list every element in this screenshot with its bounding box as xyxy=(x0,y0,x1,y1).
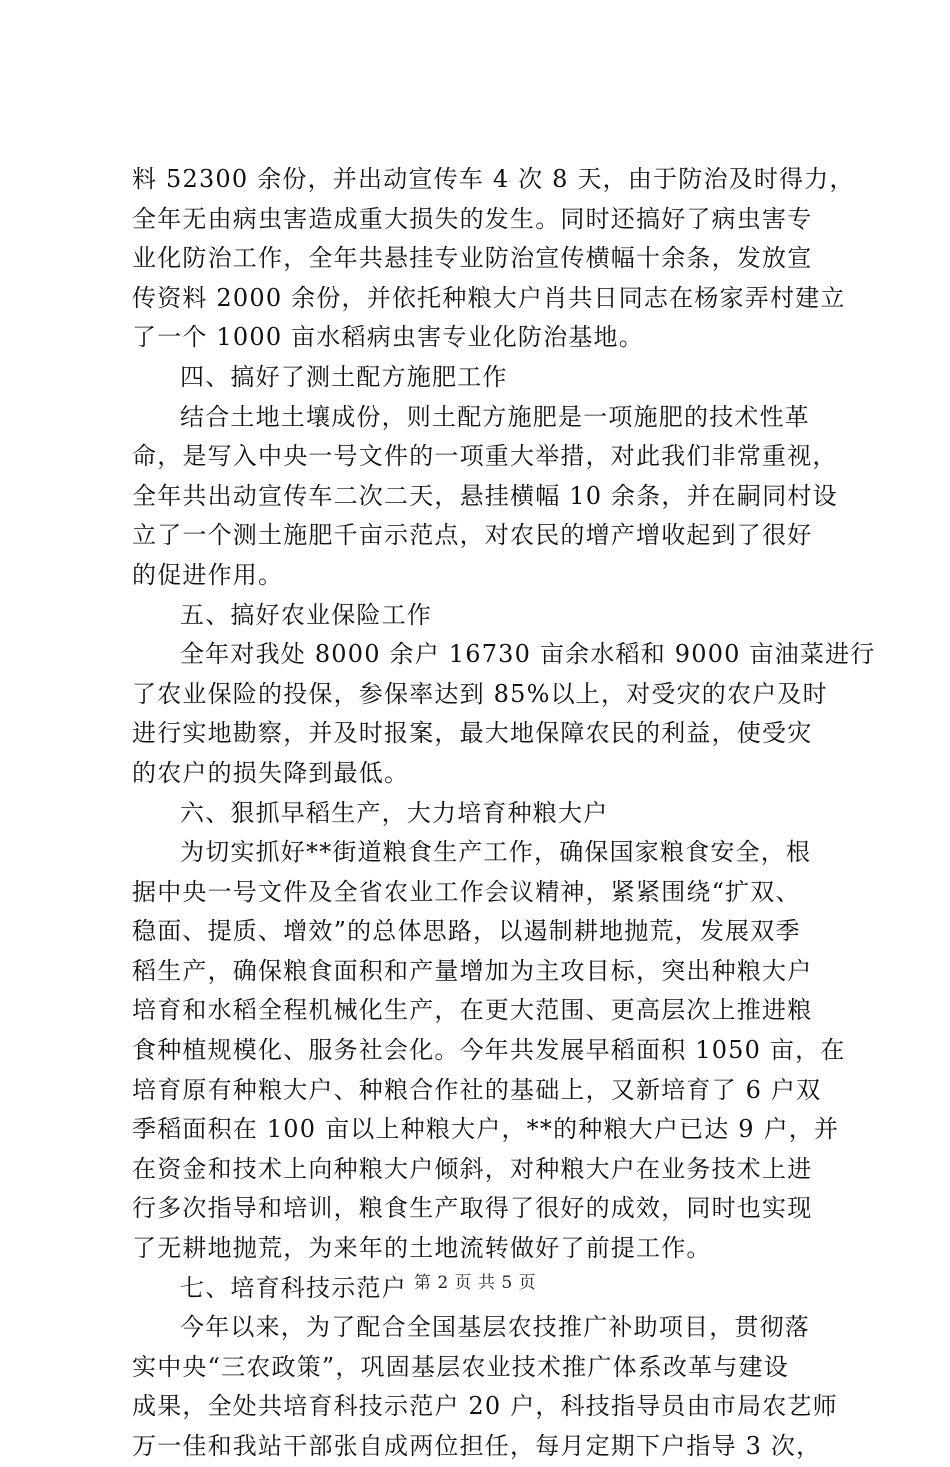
paragraph-line: 成果，全处共培育科技示范户 20 户，科技指导员由市局农艺师 xyxy=(132,1392,838,1421)
paragraph-line: 全年共出动宣传车二次二天，悬挂横幅 10 余条，并在嗣同村设 xyxy=(132,481,838,510)
section-heading: 五、搞好农业保险工作 xyxy=(180,600,432,629)
paragraph-line: 今年以来，为了配合全国基层农技推广补助项目，贯彻落 xyxy=(180,1313,810,1342)
paragraph-line: 料 52300 余份，并出动宣传车 4 次 8 天，由于防治及时得力， xyxy=(132,165,855,193)
page-number-footer: 第 2 页 共 5 页 xyxy=(413,1273,537,1293)
paragraph-line: 立了一个测土施肥千亩示范点，对农民的增产增收起到了很好 xyxy=(132,521,813,550)
paragraph-line: 据中央一号文件及全省农业工作会议精神，紧紧围绕“扩双、 xyxy=(132,877,801,906)
paragraph-line: 万一佳和我站干部张自成两位担任，每月定期下户指导 3 次， xyxy=(132,1432,822,1460)
paragraph-line: 培育原有种粮大户、种粮合作社的基础上，又新培育了 6 户双 xyxy=(132,1075,822,1104)
paragraph-line: 了一个 1000 亩水稻病虫害专业化防治基地。 xyxy=(132,323,644,352)
paragraph-line: 食种植规模化、服务社会化。今年共发展早稻面积 1050 亩，在 xyxy=(132,1036,846,1065)
paragraph-line: 传资料 2000 余份，并依托种粮大户肖共日同志在杨家弄村建立 xyxy=(132,283,846,312)
paragraph-line: 稳面、提质、增效”的总体思路，以遏制耕地抛荒，发展双季 xyxy=(132,917,801,946)
paragraph-line: 进行实地勘察，并及时报案，最大地保障农民的利益，使受灾 xyxy=(132,719,813,748)
paragraph-line: 在资金和技术上向种粮大户倾斜，对种粮大户在业务技术上进 xyxy=(132,1154,813,1183)
paragraph-line: 全年对我处 8000 余户 16730 亩余水稻和 9000 亩油菜进行 xyxy=(180,640,876,669)
paragraph-line: 实中央“三农政策”，巩固基层农业技术推广体系改革与建设 xyxy=(132,1352,789,1381)
paragraph-line: 的促进作用。 xyxy=(132,560,284,589)
paragraph-line: 业化防治工作，全年共悬挂专业防治宣传横幅十余条，发放宣 xyxy=(132,244,813,273)
paragraph-line: 行多次指导和培训，粮食生产取得了很好的成效，同时也实现 xyxy=(132,1194,813,1223)
paragraph-line: 为切实抓好**街道粮食生产工作，确保国家粮食安全，根 xyxy=(180,838,812,867)
paragraph-line: 稻生产，确保粮食面积和产量增加为主攻目标，突出种粮大户 xyxy=(132,956,813,985)
paragraph-line: 全年无由病虫害造成重大损失的发生。同时还搞好了病虫害专 xyxy=(132,204,813,233)
section-heading: 六、狠抓早稻生产，大力培育种粮大户 xyxy=(180,798,609,827)
paragraph-line: 命，是写入中央一号文件的一项重大举措，对此我们非常重视， xyxy=(132,442,838,471)
paragraph-line: 了无耕地抛荒，为来年的土地流转做好了前提工作。 xyxy=(132,1234,712,1263)
section-heading: 四、搞好了测土配方施肥工作 xyxy=(180,362,508,391)
paragraph-line: 培育和水稻全程机械化生产，在更大范围、更高层次上推进粮 xyxy=(132,996,813,1025)
paragraph-line: 结合土地土壤成份，则土配方施肥是一项施肥的技术性革 xyxy=(180,402,810,431)
paragraph-line: 的农户的损失降到最低。 xyxy=(132,758,410,787)
paragraph-line: 了农业保险的投保，参保率达到 85%以上，对受灾的农户及时 xyxy=(132,679,828,708)
paragraph-line: 季稻面积在 100 亩以上种粮大户，**的种粮大户已达 9 户，并 xyxy=(132,1115,840,1144)
section-heading: 七、培育科技示范户 xyxy=(180,1273,407,1302)
